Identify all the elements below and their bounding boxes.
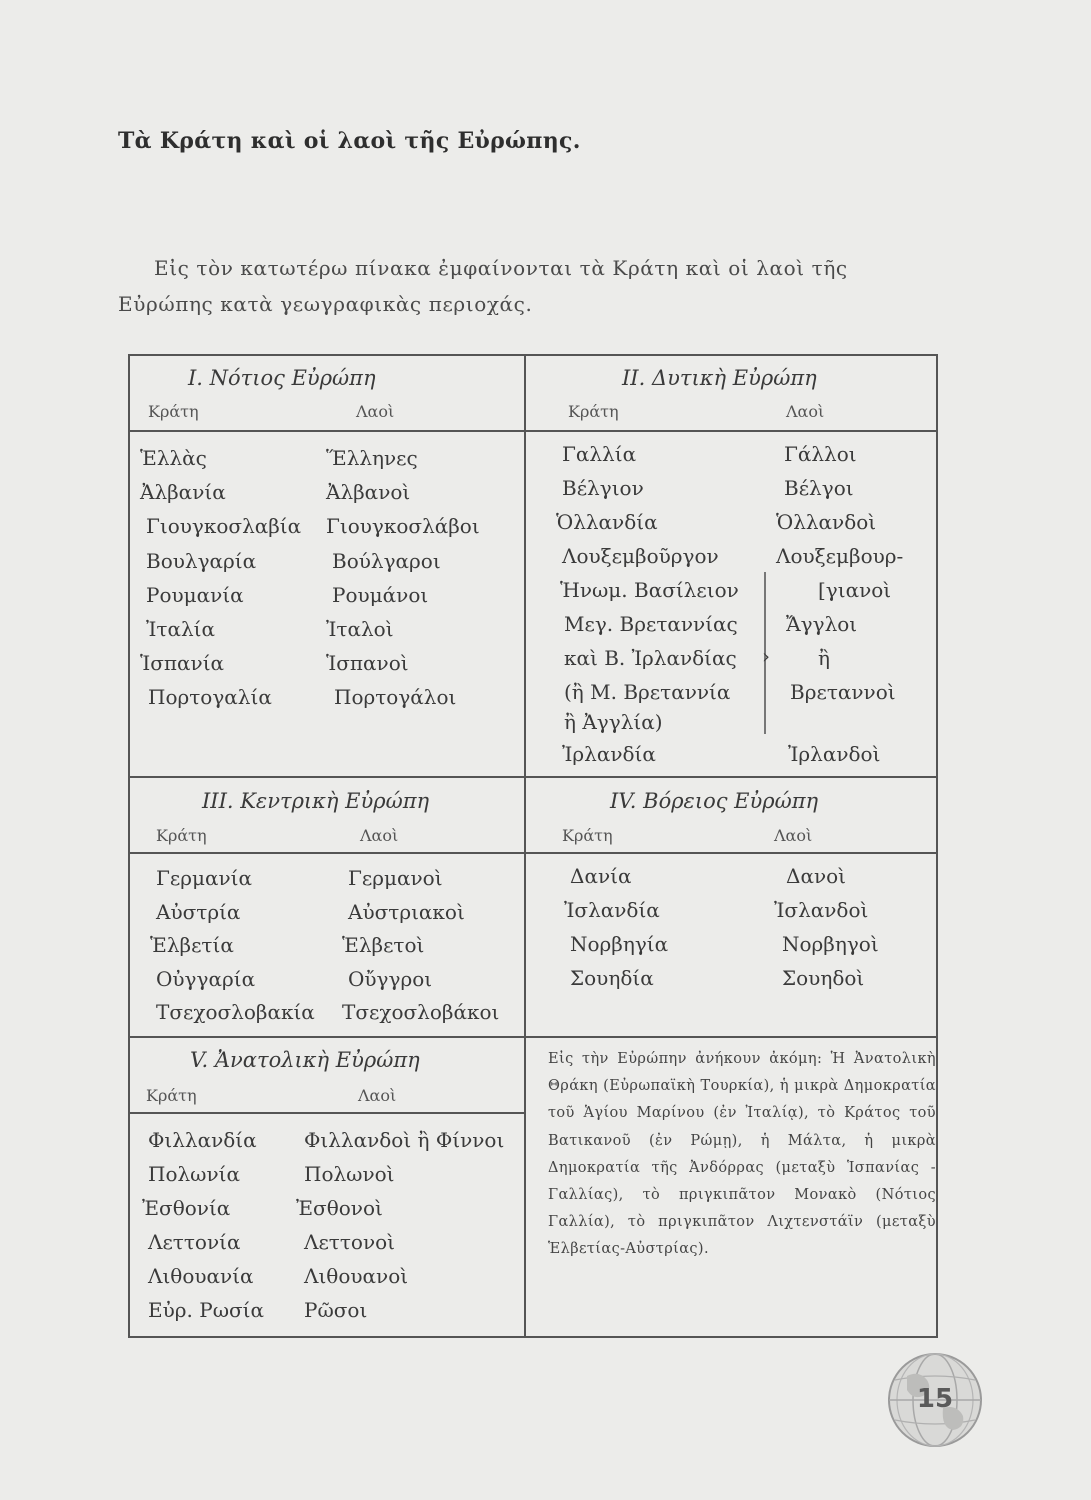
east-state-cell: Εὐρ. Ρωσία	[148, 1298, 264, 1322]
east-state-cell: Φιλλανδία	[148, 1128, 257, 1152]
west-state-cell: καὶ Β. Ἰρλανδίας	[564, 646, 737, 670]
rule-section-3	[128, 1036, 938, 1038]
central-people-cell: Οὔγγροι	[348, 966, 433, 991]
col-states-south: Κράτη	[148, 402, 199, 421]
east-state-cell: Ἐσθονία	[142, 1196, 231, 1220]
south-people-cell: Ἰταλοὶ	[326, 617, 394, 641]
intro-paragraph: Εἰς τὸν κατωτέρω πίνακα ἐμφαίνονται τὰ Κράτη καὶ οἱ λαοὶ τῆς Εὐρώπης κατὰ γεωγραφικὰς περιοχάς.	[118, 256, 848, 316]
west-people-cell: Γάλλοι	[784, 442, 857, 466]
col-peoples-north: Λαοὶ	[774, 826, 813, 845]
south-state-cell: Ἑλλὰς	[140, 446, 207, 470]
south-state-cell: Πορτογαλία	[148, 685, 272, 710]
rule-header-3	[128, 1112, 524, 1114]
region-heading-east: V. Ἀνατολικὴ Εὐρώπη	[190, 1048, 420, 1072]
east-state-cell: Πολωνία	[148, 1162, 240, 1186]
west-people-cell: Ἄγγλοι	[786, 612, 858, 636]
west-people-cell: Ὁλλανδοὶ	[776, 510, 877, 534]
west-state-cell: Βέλγιον	[562, 476, 644, 500]
rule-header-2	[128, 852, 938, 854]
col-states-west: Κράτη	[568, 402, 619, 421]
south-people-cell: Βούλγαροι	[332, 548, 441, 573]
uk-brace: ›	[762, 644, 770, 668]
west-people-cell: ἢ	[818, 646, 830, 670]
north-state-cell: Νορβηγία	[570, 932, 669, 956]
west-state-cell: Ὁλλανδία	[556, 510, 658, 534]
col-states-north: Κράτη	[562, 826, 613, 845]
col-peoples-west: Λαοὶ	[786, 402, 825, 421]
north-people-cell: Δανοὶ	[786, 864, 846, 888]
globe-page-icon	[885, 1350, 985, 1450]
west-state-cell: Γαλλία	[562, 442, 637, 466]
south-people-cell: Ἱσπανοὶ	[326, 651, 409, 676]
east-people-cell: Φιλλανδοὶ ἢ Φίννοι	[304, 1128, 505, 1152]
south-people-cell: Γιουγκοσλάβοι	[326, 514, 480, 539]
central-state-cell: Ἑλβετία	[150, 933, 234, 958]
west-state-cell: Ἰρλανδία	[562, 742, 656, 766]
south-people-cell: Πορτογάλοι	[334, 685, 457, 710]
central-people-cell: Γερμανοὶ	[348, 866, 443, 890]
south-people-cell: Ἀλβανοὶ	[326, 480, 411, 505]
west-people-cell: Ἰρλανδοὶ	[788, 742, 881, 766]
table-divider-vertical	[524, 354, 526, 1338]
west-state-cell: (ἢ Μ. Βρεταννία	[564, 680, 731, 704]
region-heading-north: IV. Βόρειος Εὐρώπη	[610, 789, 819, 813]
central-people-cell: Ἑλβετοὶ	[342, 933, 425, 958]
north-people-cell: Σουηδοὶ	[782, 966, 865, 990]
west-people-cell: Βρεταννοὶ	[790, 680, 896, 704]
rule-section-2	[128, 776, 938, 778]
col-states-east: Κράτη	[146, 1086, 197, 1105]
col-peoples-central: Λαοὶ	[360, 826, 399, 845]
central-people-cell: Τσεχοσλοβάκοι	[342, 1000, 500, 1025]
east-people-cell: Λεττονοὶ	[304, 1230, 396, 1254]
central-state-cell: Γερμανία	[156, 866, 253, 890]
west-people-cell: Βέλγοι	[784, 476, 854, 500]
north-state-cell: Δανία	[570, 864, 632, 888]
east-people-cell: Πολωνοὶ	[304, 1162, 395, 1186]
east-state-cell: Λεττονία	[148, 1230, 241, 1254]
south-state-cell: Γιουγκοσλαβία	[146, 514, 302, 539]
west-state-cell: Ἡνωμ. Βασίλειον	[560, 578, 739, 602]
north-people-cell: Ἰσλανδοὶ	[774, 898, 869, 922]
col-states-central: Κράτη	[156, 826, 207, 845]
region-heading-west: II. Δυτικὴ Εὐρώπη	[622, 366, 817, 390]
additional-states-note: Εἰς τὴν Εὐρώπην ἀνήκουν ἀκόμη: Ἡ Ἀνατολικὴ Θράκη (Εὐρωπαϊκὴ Τουρκία), ἡ μικρὰ Δημοκρατία τοῦ Ἁγίου Μαρίνου (ἐν Ἰταλίᾳ), τὸ Κράτος τοῦ Βατικανοῦ (ἐν Ρώμῃ), ἡ Μάλτα, ἡ μικρὰ Δημοκρατία τῆς Ἀνδόρρας (μεταξὺ Ἱσπανίας - Γαλλίας), τὸ πριγκιπᾶτον Μονακὸ (Νότιος Γαλλία), τὸ πριγκιπᾶτον Λιχτενστάϊν (μεταξὺ Ἑλβετίας-Αὐστρίας).	[548, 1051, 936, 1258]
north-people-cell: Νορβηγοὶ	[782, 932, 879, 956]
west-state-cell: Μεγ. Βρεταννίας	[564, 612, 738, 636]
south-state-cell: Ἱσπανία	[140, 651, 225, 676]
central-state-cell: Τσεχοσλοβακία	[156, 1000, 315, 1025]
south-state-cell: Ἀλβανία	[140, 480, 226, 505]
col-peoples-south: Λαοὶ	[356, 402, 395, 421]
south-people-cell: Ρουμάνοι	[332, 582, 429, 607]
central-state-cell: Οὐγγαρία	[156, 966, 256, 991]
south-state-cell: Ρουμανία	[146, 582, 244, 607]
west-state-cell: Λουξεμβοῦργον	[562, 544, 719, 568]
region-heading-central: III. Κεντρικὴ Εὐρώπη	[202, 789, 430, 813]
east-state-cell: Λιθουανία	[148, 1264, 254, 1288]
col-peoples-east: Λαοὶ	[358, 1086, 397, 1105]
east-people-cell: Ρῶσοι	[304, 1298, 368, 1322]
rule-header-top	[128, 430, 938, 432]
south-state-cell: Ἰταλία	[146, 617, 216, 641]
north-state-cell: Ἰσλανδία	[564, 898, 660, 922]
east-people-cell: Ἐσθονοὶ	[296, 1196, 383, 1220]
south-state-cell: Βουλγαρία	[146, 548, 257, 573]
central-people-cell: Αὐστριακοὶ	[348, 899, 465, 924]
west-state-cell: ἢ Ἀγγλία)	[564, 710, 663, 734]
page-title: Τὰ Κράτη καὶ οἱ λαοὶ τῆς Εὐρώπης.	[118, 128, 581, 154]
region-heading-south: I. Νότιος Εὐρώπη	[188, 366, 376, 390]
north-state-cell: Σουηδία	[570, 966, 654, 990]
page-number: 15	[916, 1384, 954, 1414]
west-people-cell: Λουξεμβουρ-	[776, 544, 904, 568]
central-state-cell: Αὐστρία	[156, 899, 241, 924]
west-people-cell: [γιανοὶ	[818, 578, 892, 602]
east-people-cell: Λιθουανοὶ	[304, 1264, 409, 1288]
south-people-cell: Ἕλληνες	[326, 446, 418, 470]
